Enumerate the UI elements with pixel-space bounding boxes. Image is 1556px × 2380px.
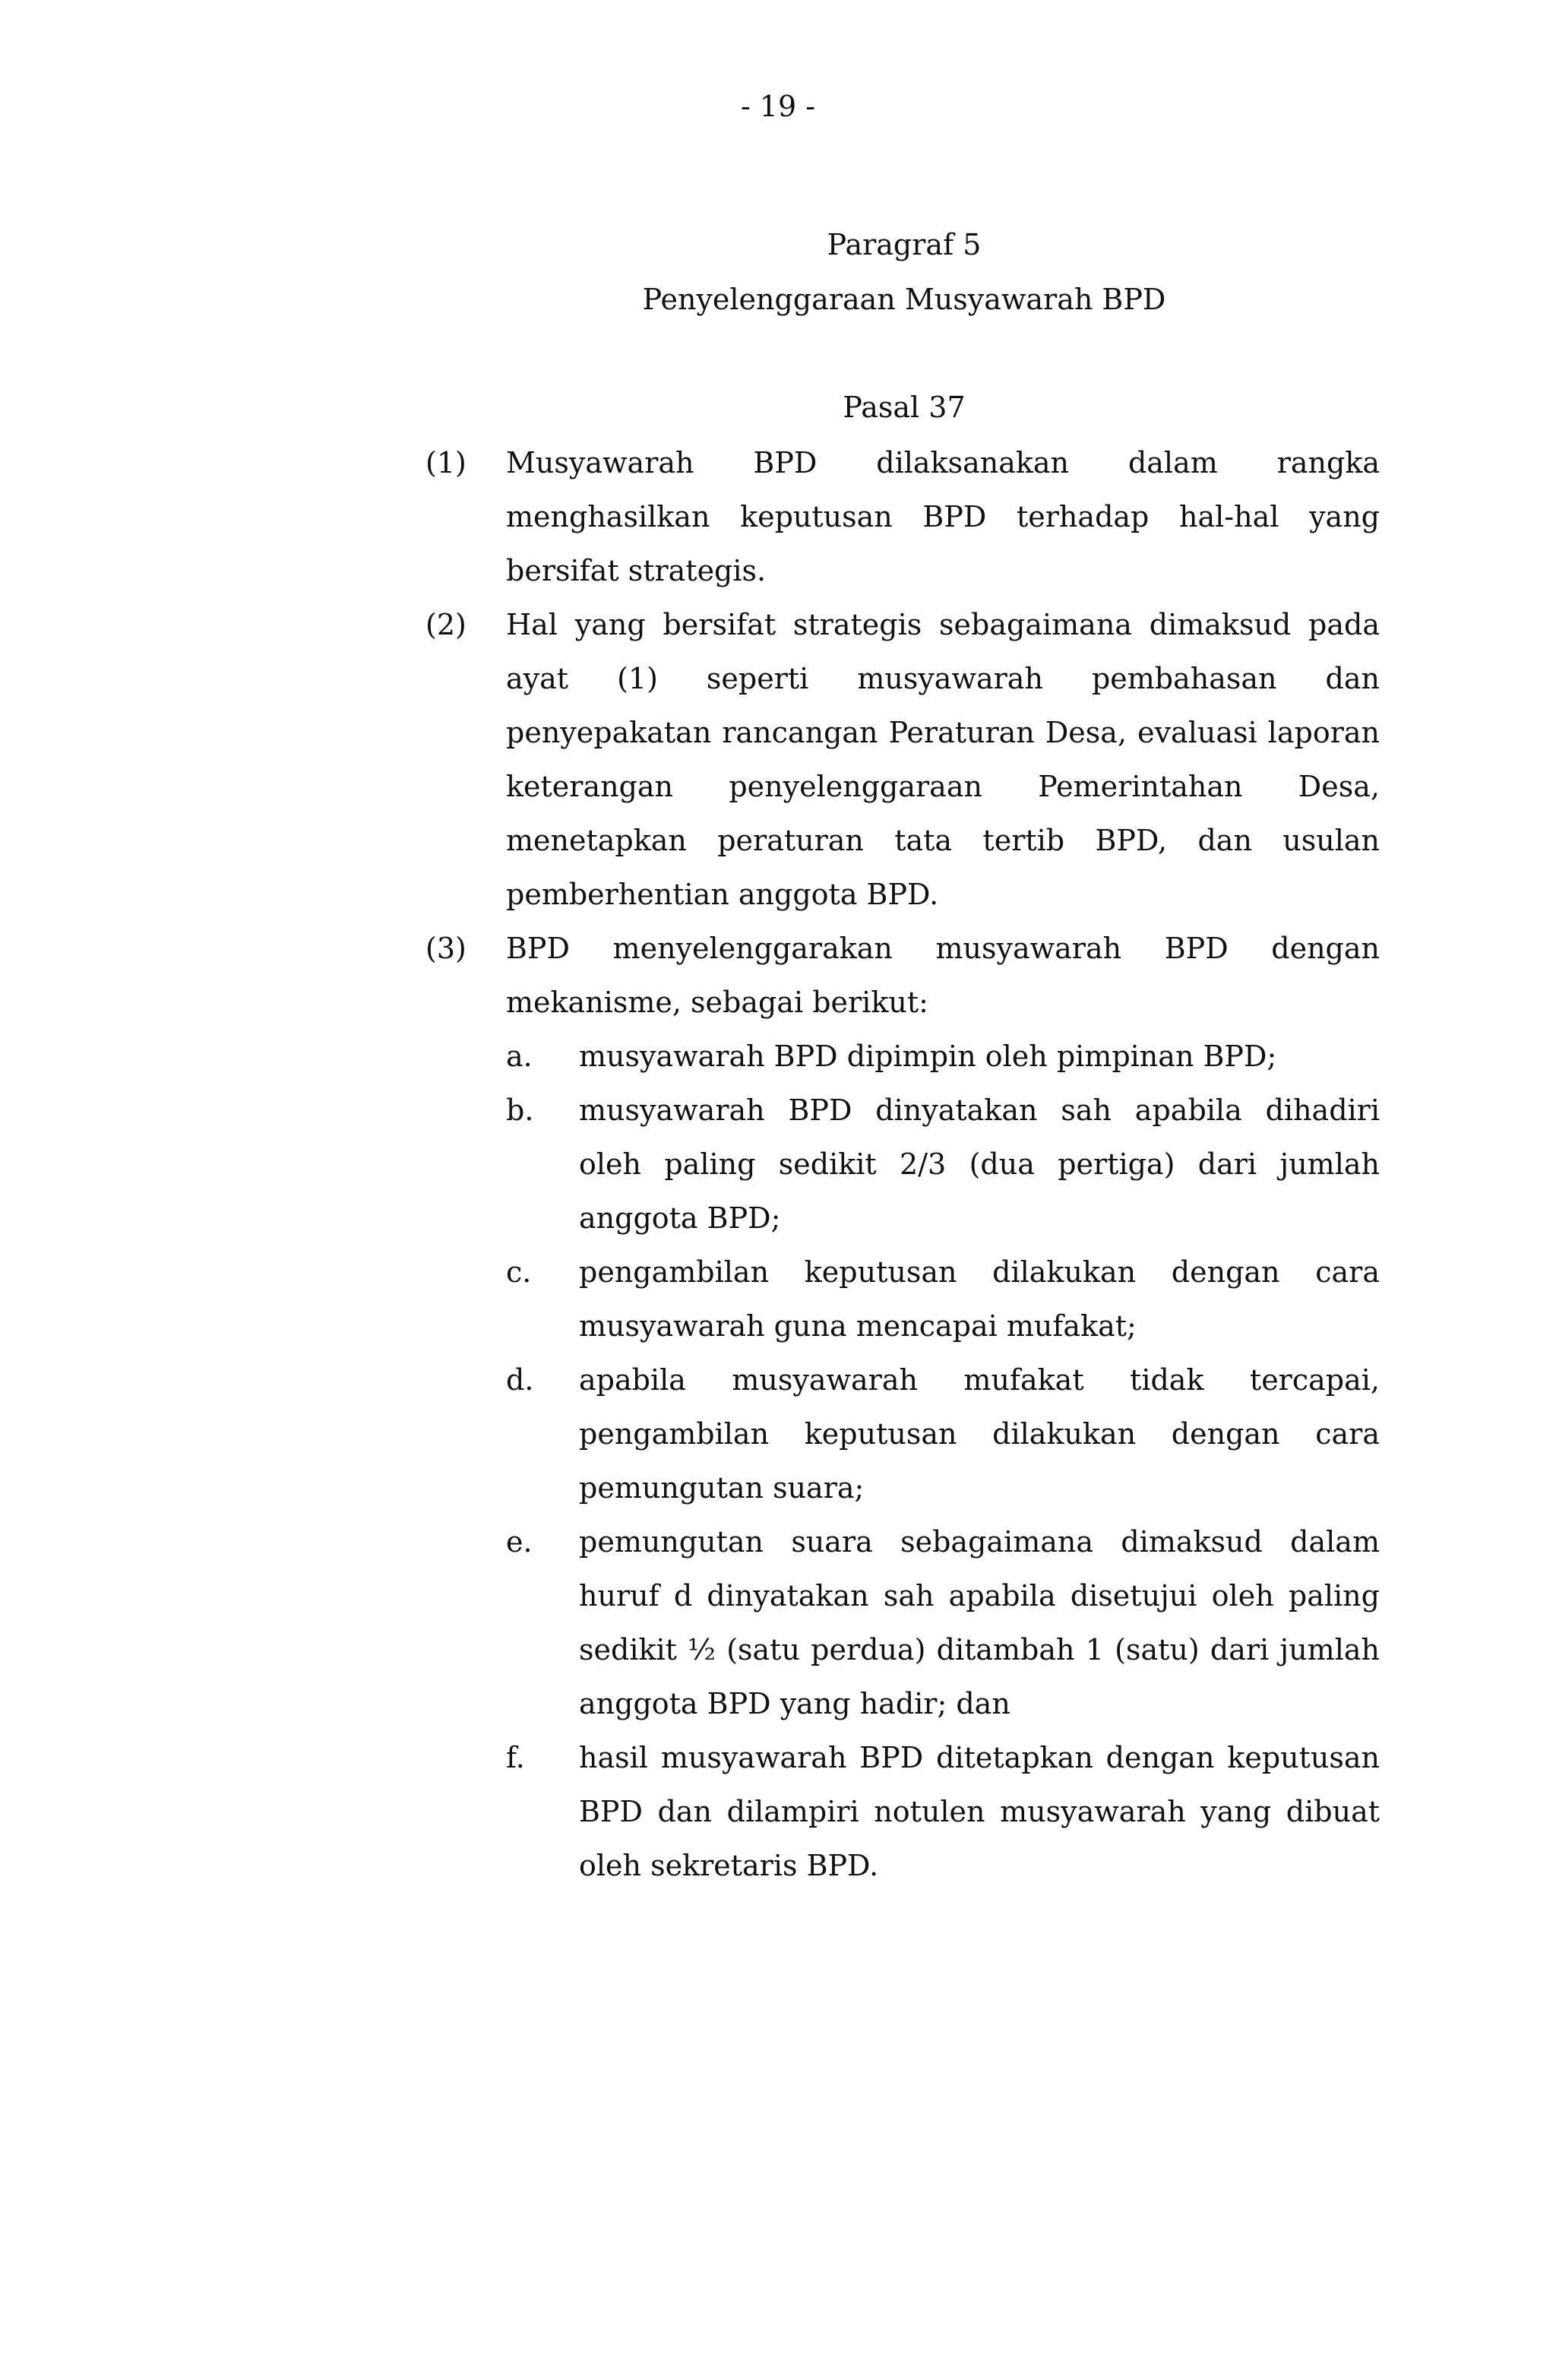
item-number: (3) bbox=[425, 932, 466, 965]
list-item bbox=[425, 436, 1380, 598]
sub-item-text: pemungutan suara sebagaimana dimaksud dalam huruf d dinyatakan sah apabila disetujui oleh paling sedikit ½ (satu perdua) ditambah 1 (satu) dari jumlah anggota BPD yang hadir; dan bbox=[579, 1525, 1380, 1720]
sub-item bbox=[506, 1030, 1380, 1084]
sub-item bbox=[506, 1353, 1380, 1515]
sub-item-letter: a. bbox=[506, 1040, 533, 1073]
list-item bbox=[425, 922, 1380, 1030]
item-text: Musyawarah BPD dilaksanakan dalam rangka menghasilkan keputusan BPD terhadap hal-hal yang bersifat strategis. bbox=[506, 446, 1380, 587]
pasal-heading: Pasal 37 bbox=[843, 391, 966, 424]
sub-item-letter: b. bbox=[506, 1093, 534, 1127]
sub-item-text: musyawarah BPD dipimpin oleh pimpinan BPD; bbox=[579, 1040, 1277, 1073]
article-body bbox=[425, 436, 1380, 1893]
sub-item bbox=[506, 1245, 1380, 1353]
item-number: (2) bbox=[425, 608, 466, 641]
page-number: - 19 - bbox=[740, 90, 816, 123]
sub-item-letter: f. bbox=[506, 1741, 525, 1774]
sub-item-letter: e. bbox=[506, 1525, 533, 1559]
sub-item-text: pengambilan keputusan dilakukan dengan cara musyawarah guna mencapai mufakat; bbox=[579, 1255, 1380, 1343]
item-text: BPD menyelenggarakan musyawarah BPD dengan mekanisme, sebagai berikut: bbox=[506, 932, 1380, 1019]
item-text: Hal yang bersifat strategis sebagaimana dimaksud pada ayat (1) seperti musyawarah pembahasan dan penyepakatan rancangan Peraturan Desa, evaluasi laporan keterangan penyelenggaraan Pemerintahan Desa, menetapkan peraturan tata tertib BPD, dan usulan pemberhentian anggota BPD. bbox=[506, 608, 1380, 911]
list-item bbox=[425, 598, 1380, 922]
sub-item-letter: c. bbox=[506, 1255, 532, 1289]
sub-item bbox=[506, 1084, 1380, 1245]
sub-item-text: hasil musyawarah BPD ditetapkan dengan keputusan BPD dan dilampiri notulen musyawarah yang dibuat oleh sekretaris BPD. bbox=[579, 1741, 1380, 1882]
sub-item bbox=[506, 1515, 1380, 1731]
sub-item bbox=[506, 1731, 1380, 1893]
sub-item-text: apabila musyawarah mufakat tidak tercapai, pengambilan keputusan dilakukan dengan cara pemungutan suara; bbox=[579, 1363, 1380, 1505]
sub-item-text: musyawarah BPD dinyatakan sah apabila dihadiri oleh paling sedikit 2/3 (dua pertiga) dari jumlah anggota BPD; bbox=[579, 1093, 1380, 1235]
item-number: (1) bbox=[425, 446, 466, 479]
section-title: Penyelenggaraan Musyawarah BPD bbox=[642, 283, 1166, 316]
sub-item-letter: d. bbox=[506, 1363, 534, 1397]
paragraf-heading: Paragraf 5 bbox=[827, 228, 982, 261]
